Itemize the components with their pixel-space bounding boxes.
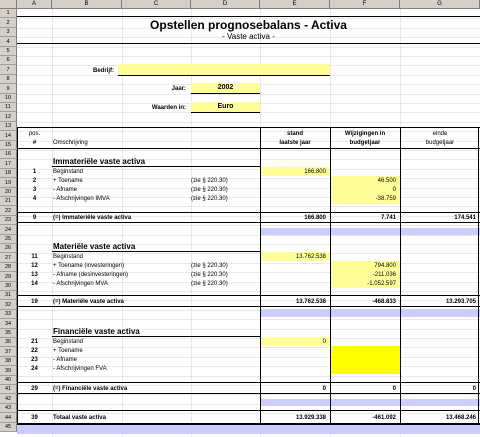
grid-row-line [17,206,480,207]
grand-total-einde: 13.468.246 [445,415,476,421]
column-header-b[interactable]: B [52,0,122,9]
jaar-underline [191,93,260,94]
row-header[interactable]: 36 [0,338,17,347]
imva-total-label: (=) Immateriële vaste activa [53,215,132,221]
imva-row-wijz[interactable]: 46.500 [377,178,396,184]
column-header-f[interactable]: F [330,0,400,9]
imva-row-wijz[interactable]: -38.759 [375,196,396,202]
mva-row-wijz[interactable]: 794.800 [374,263,396,269]
imva-total-top [17,212,480,213]
grid-row-line [17,225,480,226]
grid-row-line [17,235,480,236]
title-border-bottom [17,43,480,44]
fva-row-num: 22 [31,348,38,354]
row-header[interactable]: 4 [0,37,17,47]
mva-row-label: - Afschrijvingen MVA [53,281,108,287]
row-header[interactable]: 42 [0,394,17,404]
imva-total-bottom [17,222,480,223]
table-border-top [17,127,480,128]
grand-total-label: Totaal vaste activa [53,415,106,421]
column-header-g[interactable]: G [400,0,480,9]
fva-changes-fill[interactable] [330,346,400,374]
imva-row-wijz[interactable]: 0 [392,187,396,193]
imva-total-einde: 174.541 [454,215,476,221]
fva-row-num: 23 [31,357,38,363]
fva-row-label: + Toename [53,348,83,354]
waarden-label: Waarden in: [151,105,186,111]
mva-row-label: - Afname (desinvesteringen) [53,272,129,278]
row-header[interactable]: 11 [0,103,17,112]
page-title: Opstellen prognosebalans - Activa [150,18,347,32]
fva-total-top [17,382,480,383]
vborder-g [400,127,401,425]
grid-row-line [17,122,480,123]
mva-row-label: Beginstand [53,254,84,260]
row-header[interactable]: 7 [0,65,17,75]
imva-row-label: - Afschrijvingen IMVA [53,196,110,202]
imva-row-label: - Afname [53,187,78,193]
header-wijz-1: Wijzigingen in [344,131,386,137]
grand-total-top [17,410,480,411]
row-header[interactable]: 25 [0,235,17,244]
mva-row-ref: (zie § 220.30) [191,281,228,287]
grid-row-line [17,394,480,395]
row-header[interactable]: 43 [0,404,17,413]
grid-row-line [17,357,480,358]
imva-total-num: 9 [32,215,37,221]
header-wijz-2: budgetjaar [349,140,381,146]
imva-heading: Immateriële vaste activa [53,157,146,166]
row-header[interactable]: 31 [0,291,17,300]
grand-total-stand: 13.929.338 [295,415,326,421]
row-header[interactable]: 26 [0,244,17,253]
mva-heading-underline [52,251,260,252]
grid-row-line [17,376,480,377]
imva-total-stand: 166.800 [304,215,326,221]
row-header[interactable]: 16 [0,150,17,159]
grid-row-line [17,47,480,48]
bedrijf-label: Bedrijf: [93,68,114,74]
header-stand-2: laatste jaar [279,140,311,146]
row-header[interactable]: 33 [0,310,17,319]
fva-total-bottom [17,393,480,394]
fva-total-label: (=) Financiële vaste activa [53,386,128,392]
mva-row-stand[interactable]: 13.762.538 [295,254,326,260]
grid-row-line [17,56,480,57]
page-subtitle: - Vaste activa - [222,32,275,41]
row-header[interactable]: 21 [0,197,17,206]
row-header[interactable]: 22 [0,206,17,216]
imva-row-ref: (zie § 220.30) [191,196,228,202]
mva-total-stand: 13.762.538 [295,299,326,305]
row-header[interactable]: 9 [0,84,17,94]
waarden-input[interactable]: Euro [217,103,234,110]
mva-row-wijz[interactable]: -1.052.597 [367,281,396,287]
mva-heading: Materiële vaste activa [53,242,136,251]
column-header-a[interactable]: A [17,0,52,9]
fva-row-num: 21 [31,339,38,345]
mva-total-bottom [17,306,480,307]
jaar-label: Jaar: [171,86,186,92]
mva-total-num: 19 [31,299,38,305]
row-header[interactable]: 13 [0,122,17,131]
fva-heading: Financiële vaste activa [53,327,140,336]
fva-total-wijz: 0 [392,386,396,392]
mva-row-num: 11 [31,254,38,260]
imva-row-ref: (zie § 220.30) [191,187,228,193]
imva-row-stand[interactable]: 166.800 [304,169,326,175]
grid-row-line [17,178,480,179]
row-header[interactable]: 18 [0,169,17,178]
mva-row-ref: (zie § 220.30) [191,263,228,269]
grid-row-line [17,253,480,254]
fva-total-num: 29 [31,386,38,392]
row-header[interactable]: 12 [0,112,17,122]
corner-header[interactable] [0,0,17,9]
row-header[interactable]: 24 [0,225,17,235]
grid-row-line [17,188,480,189]
row-header[interactable]: 1 [0,9,17,18]
row-header[interactable]: 35 [0,329,17,338]
imva-row-num: 3 [32,187,37,193]
fva-total-einde: 0 [472,386,476,392]
header-einde-1: einde [432,131,448,137]
row-header[interactable]: 6 [0,56,17,65]
row-header[interactable]: 34 [0,319,17,329]
bedrijf-underline [118,75,330,76]
fva-row-label: Beginstand [53,339,84,345]
row-header[interactable]: 38 [0,357,17,366]
header-hash: # [32,140,37,146]
row-header[interactable]: 3 [0,28,17,37]
mva-total-top [17,295,480,296]
imva-heading-underline [52,166,260,167]
fva-row-stand[interactable]: 0 [322,339,326,345]
header-border-bottom [17,148,480,149]
grand-total-num: 39 [31,415,38,421]
row-header[interactable]: 45 [0,423,17,432]
row-header[interactable]: 27 [0,253,17,263]
fva-row-num: 24 [31,366,38,372]
imva-row-num: 1 [32,169,37,175]
fva-row-label: - Afname [53,357,78,363]
fva-total-stand: 0 [322,386,326,392]
row-header[interactable]: 15 [0,141,17,150]
mva-row-num: 13 [31,272,38,278]
row-header[interactable]: 30 [0,282,17,291]
mva-row-label: + Toename (investeringen) [53,263,125,269]
row-header[interactable]: 37 [0,347,17,357]
row-header[interactable]: 14 [0,131,17,141]
row-header[interactable]: 28 [0,263,17,272]
mva-row-num: 12 [31,263,38,269]
title-border-top [17,16,480,17]
imva-row-label: + Toename [53,178,83,184]
row-header[interactable]: 40 [0,376,17,385]
mva-total-wijz: -468.833 [372,299,396,305]
grid-row-line [17,169,480,170]
grid-row-line [17,150,480,151]
mva-row-ref: (zie § 220.30) [191,272,228,278]
band-row-42 [260,399,480,406]
grid-row-line [17,291,480,292]
imva-row-num: 2 [32,178,37,184]
row-header[interactable]: 29 [0,272,17,282]
grid-row-line [17,319,480,320]
mva-total-label: (=) Materiële vaste activa [53,299,124,305]
header-einde-2: budgetjaar [425,140,455,146]
grand-total-bottom [17,423,480,425]
row-header[interactable]: 5 [0,47,17,56]
header-stand-1: stand [286,131,303,137]
waarden-underline [191,112,260,113]
band-row-24 [260,228,480,235]
row-header[interactable]: 20 [0,188,17,197]
mva-row-wijz[interactable]: -211.036 [372,272,396,278]
header-pos: pos. [28,131,41,137]
imva-row-num: 4 [32,196,37,202]
header-omschrijving: Omschrijving [53,140,88,146]
band-row-45 [17,425,480,434]
grid-row-line [17,347,480,348]
imva-row-ref: (zie § 220.30) [191,178,228,184]
row-header[interactable]: 17 [0,159,17,169]
row-header[interactable]: 10 [0,94,17,103]
jaar-input[interactable]: 2002 [217,84,234,91]
column-header-c[interactable]: C [122,0,191,9]
row-header[interactable]: 8 [0,75,17,84]
mva-total-einde: 13.293.705 [445,299,476,305]
row-header[interactable]: 19 [0,178,17,188]
column-header-d[interactable]: D [191,0,260,9]
grid-row-line [17,338,480,339]
bedrijf-input-fill[interactable] [118,64,330,75]
row-header[interactable]: 41 [0,385,17,394]
imva-total-wijz: 7.741 [380,215,396,221]
mva-row-num: 14 [31,281,38,287]
imva-row-label: Beginstand [53,169,84,175]
grand-total-wijz: -461.092 [372,415,396,421]
row-header[interactable]: 44 [0,413,17,423]
vborder-right [478,127,479,425]
fva-row-label: - Afschrijvingen FVA [53,366,107,372]
band-row-33 [260,309,480,317]
row-header[interactable]: 23 [0,216,17,225]
grid-row-line [17,94,480,95]
column-header-e[interactable]: E [260,0,330,9]
row-header[interactable]: 32 [0,300,17,310]
fva-heading-underline [52,336,260,337]
row-header[interactable]: 2 [0,18,17,28]
row-header[interactable]: 39 [0,366,17,376]
